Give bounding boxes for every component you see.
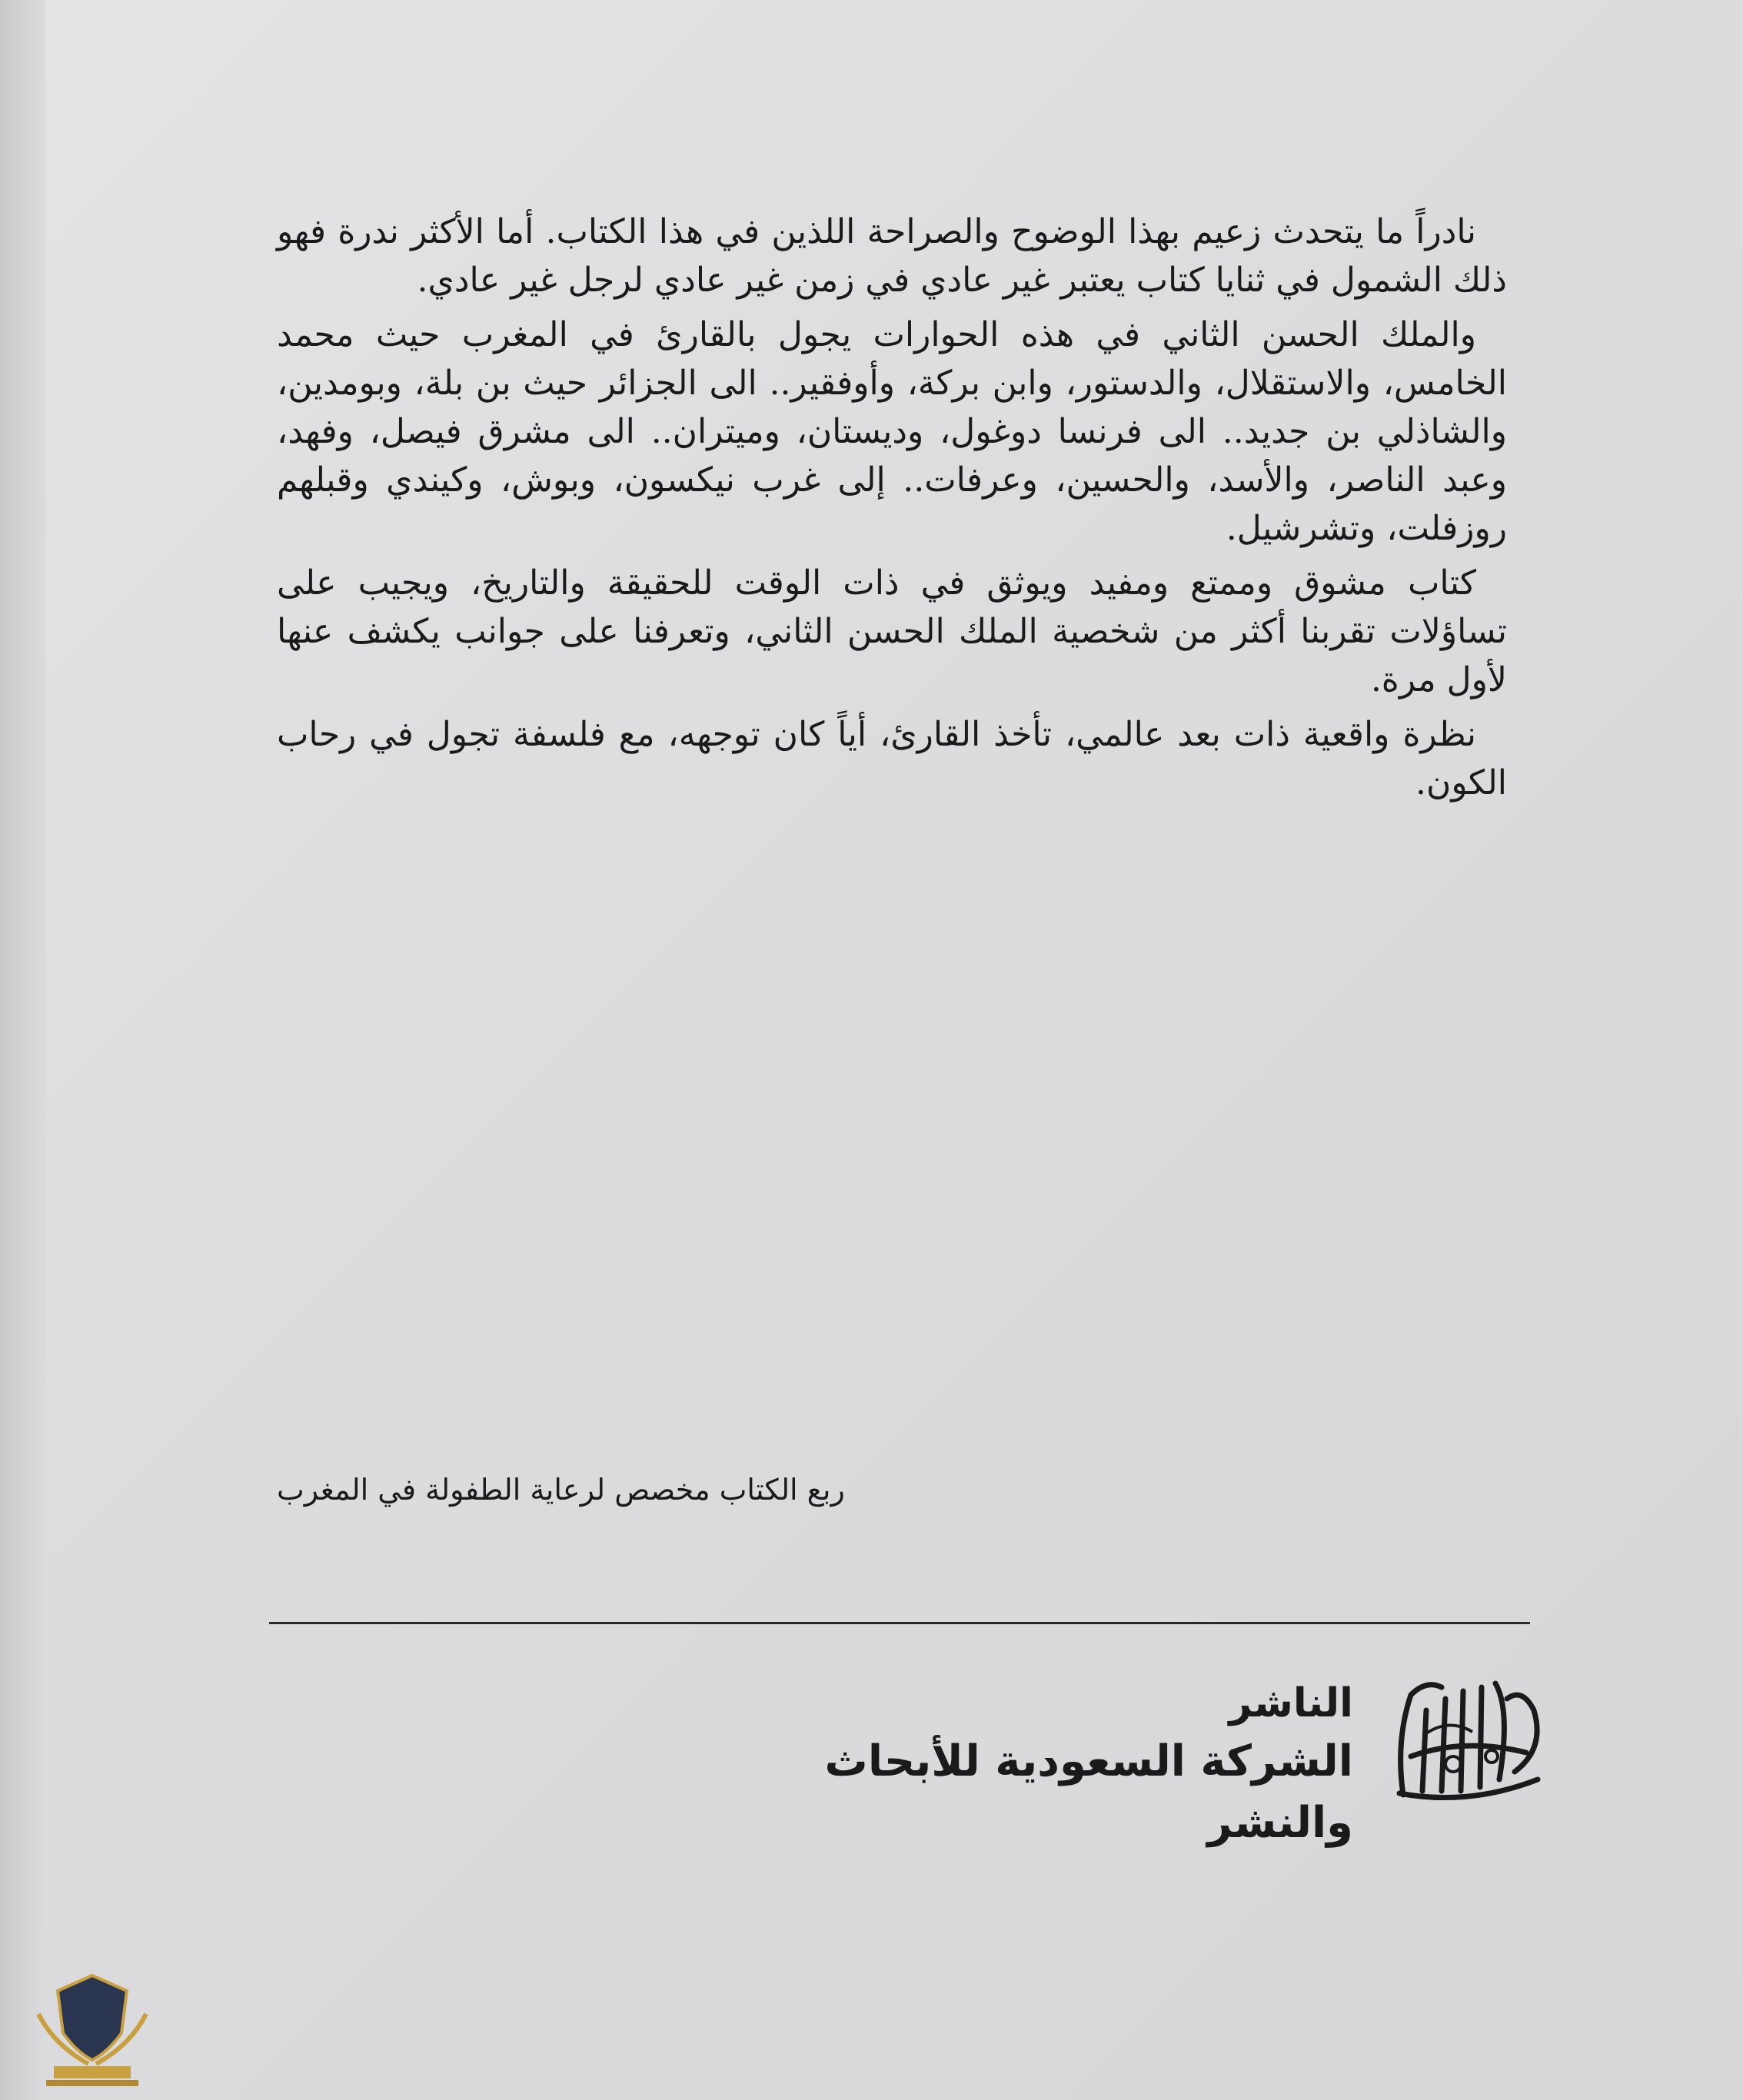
blurb-paragraph-1: نادراً ما يتحدث زعيم بهذا الوضوح والصراحة اللذين في هذا الكتاب. أما الأكثر ندرة فهو ذلك الشمول في ثنايا كتاب يعتبر غير عادي في زمن غير عادي لرجل غير عادي. [277,212,1507,300]
publisher-label: الناشر [1229,1680,1353,1726]
charity-note-text: ربع الكتاب مخصص لرعاية الطفولة في المغرب [277,1473,845,1507]
spine-shadow [0,0,46,2100]
blurb-paragraph-4: نظرة واقعية ذات بعد عالمي، تأخذ القارئ، أياً كان توجهه، مع فلسفة تجول في رحاب الكون. [277,715,1507,802]
publisher-name: الشركة السعودية للأبحاث والنشر [824,1736,1353,1848]
charity-note [277,1467,1507,1513]
blurb-text [277,208,1507,813]
blurb-paragraph-3: كتاب مشوق وممتع ومفيد ويوثق في ذات الوقت للحقيقة والتاريخ، ويجيب على تساؤلات تقربنا أكثر من شخصية الملك الحسن الثاني، وتعرفنا على جوانب يكشف عنها لأول مرة. [277,563,1507,699]
calligraphic-seal-icon [1380,1664,1557,1810]
blurb-paragraph-2: والملك الحسن الثاني في هذه الحوارات يجول بالقارئ في المغرب حيث محمد الخامس، والاستقلال، والدستور، وابن بركة، وأوفقير.. الى الجزائر حيث بن بلة، وبومدين، والشاذلي بن جديد.. الى فرنسا دوغول، وديستان، وميتران.. الى مشرق فيصل، وفهد، وعبد الناصر، والأسد، والحسين، وعرفات.. إلى غرب نيكسون، وبوش، وكيندي وقبلهم روزفلت، وتشرشيل. [277,315,1507,548]
forum-watermark-logo-icon [23,1968,161,2091]
publisher-block [769,1676,1353,1854]
divider-line [269,1622,1530,1624]
